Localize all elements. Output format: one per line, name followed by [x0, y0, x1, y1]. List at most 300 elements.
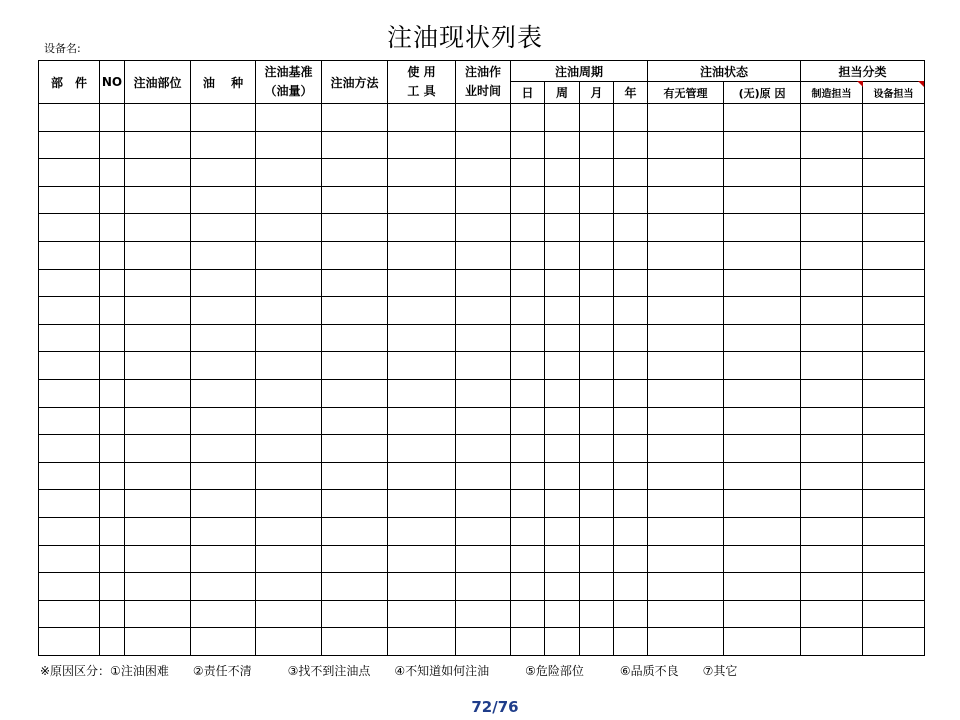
- table-cell[interactable]: [511, 214, 545, 242]
- table-cell[interactable]: [724, 131, 801, 159]
- table-cell[interactable]: [125, 104, 191, 132]
- table-cell[interactable]: [256, 214, 322, 242]
- table-cell[interactable]: [100, 186, 125, 214]
- table-cell[interactable]: [724, 104, 801, 132]
- table-cell[interactable]: [648, 214, 724, 242]
- table-cell[interactable]: [125, 241, 191, 269]
- table-cell[interactable]: [388, 269, 456, 297]
- table-cell[interactable]: [863, 435, 925, 463]
- table-cell[interactable]: [39, 435, 100, 463]
- table-cell[interactable]: [256, 131, 322, 159]
- table-cell[interactable]: [322, 379, 388, 407]
- table-cell[interactable]: [580, 241, 614, 269]
- table-cell[interactable]: [388, 214, 456, 242]
- table-cell[interactable]: [863, 297, 925, 325]
- table-cell[interactable]: [580, 407, 614, 435]
- table-cell[interactable]: [456, 545, 511, 573]
- table-cell[interactable]: [863, 407, 925, 435]
- table-cell[interactable]: [580, 324, 614, 352]
- table-cell[interactable]: [191, 297, 256, 325]
- table-cell[interactable]: [545, 241, 580, 269]
- table-cell[interactable]: [191, 241, 256, 269]
- table-cell[interactable]: [724, 490, 801, 518]
- table-cell[interactable]: [191, 517, 256, 545]
- table-cell[interactable]: [580, 159, 614, 187]
- table-cell[interactable]: [39, 517, 100, 545]
- table-cell[interactable]: [256, 490, 322, 518]
- table-cell[interactable]: [191, 214, 256, 242]
- table-cell[interactable]: [39, 573, 100, 601]
- table-cell[interactable]: [322, 269, 388, 297]
- table-cell[interactable]: [39, 214, 100, 242]
- table-cell[interactable]: [801, 462, 863, 490]
- table-cell[interactable]: [648, 186, 724, 214]
- table-cell[interactable]: [125, 545, 191, 573]
- table-cell[interactable]: [863, 490, 925, 518]
- table-cell[interactable]: [863, 600, 925, 628]
- table-cell[interactable]: [545, 352, 580, 380]
- table-cell[interactable]: [191, 628, 256, 656]
- table-cell[interactable]: [256, 407, 322, 435]
- table-cell[interactable]: [322, 186, 388, 214]
- table-cell[interactable]: [511, 573, 545, 601]
- table-cell[interactable]: [648, 131, 724, 159]
- table-cell[interactable]: [545, 324, 580, 352]
- table-cell[interactable]: [456, 407, 511, 435]
- table-cell[interactable]: [100, 490, 125, 518]
- table-cell[interactable]: [456, 462, 511, 490]
- table-cell[interactable]: [511, 600, 545, 628]
- table-cell[interactable]: [322, 324, 388, 352]
- table-cell[interactable]: [322, 517, 388, 545]
- table-cell[interactable]: [39, 131, 100, 159]
- table-cell[interactable]: [614, 573, 648, 601]
- table-cell[interactable]: [100, 269, 125, 297]
- table-cell[interactable]: [39, 186, 100, 214]
- table-cell[interactable]: [256, 600, 322, 628]
- table-cell[interactable]: [100, 517, 125, 545]
- table-cell[interactable]: [388, 324, 456, 352]
- table-cell[interactable]: [511, 462, 545, 490]
- table-cell[interactable]: [256, 241, 322, 269]
- table-cell[interactable]: [388, 545, 456, 573]
- table-cell[interactable]: [322, 462, 388, 490]
- table-cell[interactable]: [511, 407, 545, 435]
- table-cell[interactable]: [724, 297, 801, 325]
- table-cell[interactable]: [580, 186, 614, 214]
- table-cell[interactable]: [801, 600, 863, 628]
- table-cell[interactable]: [724, 186, 801, 214]
- table-cell[interactable]: [614, 214, 648, 242]
- table-cell[interactable]: [801, 407, 863, 435]
- table-cell[interactable]: [511, 269, 545, 297]
- table-cell[interactable]: [388, 407, 456, 435]
- table-cell[interactable]: [614, 241, 648, 269]
- table-cell[interactable]: [614, 104, 648, 132]
- table-cell[interactable]: [322, 241, 388, 269]
- table-cell[interactable]: [863, 517, 925, 545]
- table-cell[interactable]: [863, 573, 925, 601]
- table-cell[interactable]: [456, 269, 511, 297]
- table-cell[interactable]: [388, 490, 456, 518]
- table-cell[interactable]: [256, 352, 322, 380]
- table-cell[interactable]: [125, 517, 191, 545]
- table-cell[interactable]: [456, 104, 511, 132]
- table-cell[interactable]: [801, 324, 863, 352]
- table-cell[interactable]: [801, 545, 863, 573]
- table-cell[interactable]: [125, 214, 191, 242]
- table-cell[interactable]: [388, 352, 456, 380]
- table-cell[interactable]: [256, 297, 322, 325]
- table-cell[interactable]: [511, 435, 545, 463]
- table-cell[interactable]: [648, 352, 724, 380]
- table-cell[interactable]: [322, 104, 388, 132]
- table-cell[interactable]: [545, 462, 580, 490]
- table-cell[interactable]: [511, 159, 545, 187]
- table-cell[interactable]: [322, 407, 388, 435]
- table-cell[interactable]: [801, 352, 863, 380]
- table-cell[interactable]: [511, 186, 545, 214]
- table-cell[interactable]: [100, 407, 125, 435]
- table-cell[interactable]: [191, 490, 256, 518]
- table-cell[interactable]: [256, 324, 322, 352]
- table-cell[interactable]: [863, 241, 925, 269]
- table-cell[interactable]: [614, 628, 648, 656]
- table-cell[interactable]: [125, 407, 191, 435]
- table-cell[interactable]: [39, 628, 100, 656]
- table-cell[interactable]: [100, 104, 125, 132]
- table-cell[interactable]: [648, 545, 724, 573]
- table-cell[interactable]: [648, 517, 724, 545]
- table-cell[interactable]: [545, 407, 580, 435]
- table-cell[interactable]: [863, 462, 925, 490]
- table-cell[interactable]: [614, 435, 648, 463]
- table-cell[interactable]: [801, 490, 863, 518]
- table-cell[interactable]: [456, 214, 511, 242]
- table-cell[interactable]: [256, 186, 322, 214]
- table-cell[interactable]: [724, 628, 801, 656]
- table-cell[interactable]: [801, 517, 863, 545]
- table-cell[interactable]: [39, 241, 100, 269]
- table-cell[interactable]: [724, 462, 801, 490]
- table-cell[interactable]: [322, 435, 388, 463]
- table-cell[interactable]: [388, 517, 456, 545]
- table-cell[interactable]: [801, 573, 863, 601]
- table-cell[interactable]: [580, 490, 614, 518]
- table-cell[interactable]: [456, 628, 511, 656]
- table-cell[interactable]: [863, 269, 925, 297]
- table-cell[interactable]: [614, 490, 648, 518]
- table-cell[interactable]: [580, 462, 614, 490]
- table-cell[interactable]: [801, 269, 863, 297]
- table-cell[interactable]: [125, 379, 191, 407]
- table-cell[interactable]: [100, 159, 125, 187]
- table-cell[interactable]: [724, 545, 801, 573]
- table-cell[interactable]: [256, 545, 322, 573]
- table-cell[interactable]: [191, 600, 256, 628]
- table-cell[interactable]: [648, 600, 724, 628]
- table-cell[interactable]: [580, 600, 614, 628]
- table-cell[interactable]: [456, 379, 511, 407]
- table-cell[interactable]: [39, 324, 100, 352]
- table-cell[interactable]: [39, 269, 100, 297]
- table-cell[interactable]: [322, 214, 388, 242]
- table-cell[interactable]: [256, 517, 322, 545]
- table-cell[interactable]: [801, 297, 863, 325]
- table-cell[interactable]: [125, 628, 191, 656]
- table-cell[interactable]: [580, 131, 614, 159]
- table-cell[interactable]: [614, 517, 648, 545]
- table-cell[interactable]: [545, 628, 580, 656]
- table-cell[interactable]: [724, 407, 801, 435]
- table-cell[interactable]: [256, 573, 322, 601]
- table-cell[interactable]: [322, 490, 388, 518]
- table-cell[interactable]: [511, 352, 545, 380]
- table-cell[interactable]: [863, 628, 925, 656]
- table-cell[interactable]: [545, 435, 580, 463]
- table-cell[interactable]: [801, 214, 863, 242]
- table-cell[interactable]: [614, 379, 648, 407]
- table-cell[interactable]: [801, 131, 863, 159]
- table-cell[interactable]: [456, 131, 511, 159]
- table-cell[interactable]: [580, 517, 614, 545]
- table-cell[interactable]: [456, 573, 511, 601]
- table-cell[interactable]: [322, 131, 388, 159]
- table-cell[interactable]: [191, 379, 256, 407]
- table-cell[interactable]: [125, 269, 191, 297]
- table-cell[interactable]: [322, 545, 388, 573]
- table-cell[interactable]: [801, 241, 863, 269]
- table-cell[interactable]: [724, 241, 801, 269]
- table-cell[interactable]: [724, 517, 801, 545]
- table-cell[interactable]: [100, 628, 125, 656]
- table-cell[interactable]: [388, 241, 456, 269]
- table-cell[interactable]: [648, 379, 724, 407]
- table-cell[interactable]: [614, 462, 648, 490]
- table-cell[interactable]: [100, 600, 125, 628]
- table-cell[interactable]: [191, 269, 256, 297]
- table-cell[interactable]: [648, 324, 724, 352]
- table-cell[interactable]: [100, 214, 125, 242]
- table-cell[interactable]: [724, 435, 801, 463]
- table-cell[interactable]: [580, 104, 614, 132]
- table-cell[interactable]: [863, 379, 925, 407]
- table-cell[interactable]: [256, 159, 322, 187]
- table-cell[interactable]: [100, 462, 125, 490]
- table-cell[interactable]: [801, 186, 863, 214]
- table-cell[interactable]: [388, 628, 456, 656]
- table-cell[interactable]: [614, 297, 648, 325]
- table-cell[interactable]: [388, 573, 456, 601]
- table-cell[interactable]: [39, 379, 100, 407]
- table-cell[interactable]: [456, 241, 511, 269]
- table-cell[interactable]: [545, 573, 580, 601]
- table-cell[interactable]: [863, 159, 925, 187]
- table-cell[interactable]: [256, 462, 322, 490]
- table-cell[interactable]: [100, 379, 125, 407]
- table-cell[interactable]: [648, 269, 724, 297]
- table-cell[interactable]: [580, 269, 614, 297]
- table-cell[interactable]: [191, 462, 256, 490]
- table-cell[interactable]: [39, 490, 100, 518]
- table-cell[interactable]: [724, 573, 801, 601]
- table-cell[interactable]: [256, 628, 322, 656]
- table-cell[interactable]: [580, 435, 614, 463]
- table-cell[interactable]: [388, 379, 456, 407]
- table-cell[interactable]: [545, 517, 580, 545]
- table-cell[interactable]: [724, 214, 801, 242]
- table-cell[interactable]: [648, 297, 724, 325]
- table-cell[interactable]: [39, 545, 100, 573]
- table-cell[interactable]: [456, 435, 511, 463]
- table-cell[interactable]: [545, 490, 580, 518]
- table-cell[interactable]: [256, 104, 322, 132]
- table-cell[interactable]: [724, 269, 801, 297]
- table-cell[interactable]: [191, 435, 256, 463]
- table-cell[interactable]: [511, 324, 545, 352]
- table-cell[interactable]: [456, 352, 511, 380]
- table-cell[interactable]: [511, 545, 545, 573]
- table-cell[interactable]: [191, 324, 256, 352]
- table-cell[interactable]: [724, 352, 801, 380]
- table-cell[interactable]: [125, 131, 191, 159]
- table-cell[interactable]: [614, 600, 648, 628]
- table-cell[interactable]: [580, 352, 614, 380]
- table-cell[interactable]: [100, 573, 125, 601]
- table-cell[interactable]: [256, 269, 322, 297]
- table-cell[interactable]: [511, 628, 545, 656]
- table-cell[interactable]: [580, 379, 614, 407]
- table-cell[interactable]: [863, 545, 925, 573]
- table-cell[interactable]: [648, 104, 724, 132]
- table-cell[interactable]: [100, 545, 125, 573]
- table-cell[interactable]: [580, 628, 614, 656]
- table-cell[interactable]: [614, 352, 648, 380]
- table-cell[interactable]: [125, 352, 191, 380]
- table-cell[interactable]: [125, 159, 191, 187]
- table-cell[interactable]: [511, 104, 545, 132]
- table-cell[interactable]: [456, 186, 511, 214]
- table-cell[interactable]: [724, 379, 801, 407]
- table-cell[interactable]: [125, 490, 191, 518]
- table-cell[interactable]: [648, 462, 724, 490]
- table-cell[interactable]: [545, 269, 580, 297]
- table-cell[interactable]: [39, 104, 100, 132]
- table-cell[interactable]: [863, 352, 925, 380]
- table-cell[interactable]: [648, 241, 724, 269]
- table-cell[interactable]: [125, 186, 191, 214]
- table-cell[interactable]: [545, 297, 580, 325]
- table-cell[interactable]: [100, 435, 125, 463]
- table-cell[interactable]: [614, 186, 648, 214]
- table-cell[interactable]: [322, 628, 388, 656]
- table-cell[interactable]: [39, 600, 100, 628]
- table-cell[interactable]: [100, 324, 125, 352]
- table-cell[interactable]: [191, 352, 256, 380]
- table-cell[interactable]: [614, 159, 648, 187]
- table-cell[interactable]: [322, 352, 388, 380]
- table-cell[interactable]: [388, 131, 456, 159]
- table-cell[interactable]: [191, 186, 256, 214]
- table-cell[interactable]: [545, 131, 580, 159]
- table-cell[interactable]: [388, 186, 456, 214]
- table-cell[interactable]: [648, 490, 724, 518]
- table-cell[interactable]: [100, 352, 125, 380]
- table-cell[interactable]: [39, 297, 100, 325]
- table-cell[interactable]: [648, 159, 724, 187]
- table-cell[interactable]: [456, 490, 511, 518]
- table-cell[interactable]: [648, 628, 724, 656]
- table-cell[interactable]: [125, 324, 191, 352]
- table-cell[interactable]: [511, 241, 545, 269]
- table-cell[interactable]: [125, 435, 191, 463]
- table-cell[interactable]: [256, 435, 322, 463]
- table-cell[interactable]: [256, 379, 322, 407]
- table-cell[interactable]: [511, 131, 545, 159]
- table-cell[interactable]: [322, 573, 388, 601]
- table-cell[interactable]: [511, 517, 545, 545]
- table-cell[interactable]: [648, 573, 724, 601]
- table-cell[interactable]: [801, 628, 863, 656]
- table-cell[interactable]: [724, 600, 801, 628]
- table-cell[interactable]: [39, 352, 100, 380]
- table-cell[interactable]: [545, 214, 580, 242]
- table-cell[interactable]: [125, 462, 191, 490]
- table-cell[interactable]: [191, 573, 256, 601]
- table-cell[interactable]: [125, 297, 191, 325]
- table-cell[interactable]: [191, 131, 256, 159]
- table-cell[interactable]: [801, 104, 863, 132]
- table-cell[interactable]: [545, 104, 580, 132]
- table-cell[interactable]: [39, 407, 100, 435]
- table-cell[interactable]: [614, 545, 648, 573]
- table-cell[interactable]: [545, 600, 580, 628]
- table-cell[interactable]: [545, 186, 580, 214]
- table-cell[interactable]: [580, 545, 614, 573]
- table-cell[interactable]: [614, 407, 648, 435]
- table-cell[interactable]: [801, 379, 863, 407]
- table-cell[interactable]: [545, 159, 580, 187]
- table-cell[interactable]: [724, 324, 801, 352]
- table-cell[interactable]: [511, 490, 545, 518]
- table-cell[interactable]: [863, 214, 925, 242]
- table-cell[interactable]: [863, 186, 925, 214]
- table-cell[interactable]: [648, 407, 724, 435]
- table-cell[interactable]: [125, 573, 191, 601]
- table-cell[interactable]: [456, 159, 511, 187]
- table-cell[interactable]: [456, 517, 511, 545]
- table-cell[interactable]: [614, 324, 648, 352]
- table-cell[interactable]: [388, 159, 456, 187]
- table-cell[interactable]: [724, 159, 801, 187]
- table-cell[interactable]: [545, 379, 580, 407]
- table-cell[interactable]: [191, 159, 256, 187]
- table-cell[interactable]: [191, 104, 256, 132]
- table-cell[interactable]: [100, 241, 125, 269]
- table-cell[interactable]: [545, 545, 580, 573]
- table-cell[interactable]: [456, 600, 511, 628]
- table-cell[interactable]: [614, 269, 648, 297]
- table-cell[interactable]: [388, 462, 456, 490]
- table-cell[interactable]: [863, 324, 925, 352]
- table-cell[interactable]: [39, 159, 100, 187]
- table-cell[interactable]: [614, 131, 648, 159]
- table-cell[interactable]: [39, 462, 100, 490]
- table-cell[interactable]: [511, 379, 545, 407]
- table-cell[interactable]: [580, 214, 614, 242]
- table-cell[interactable]: [863, 104, 925, 132]
- table-cell[interactable]: [388, 600, 456, 628]
